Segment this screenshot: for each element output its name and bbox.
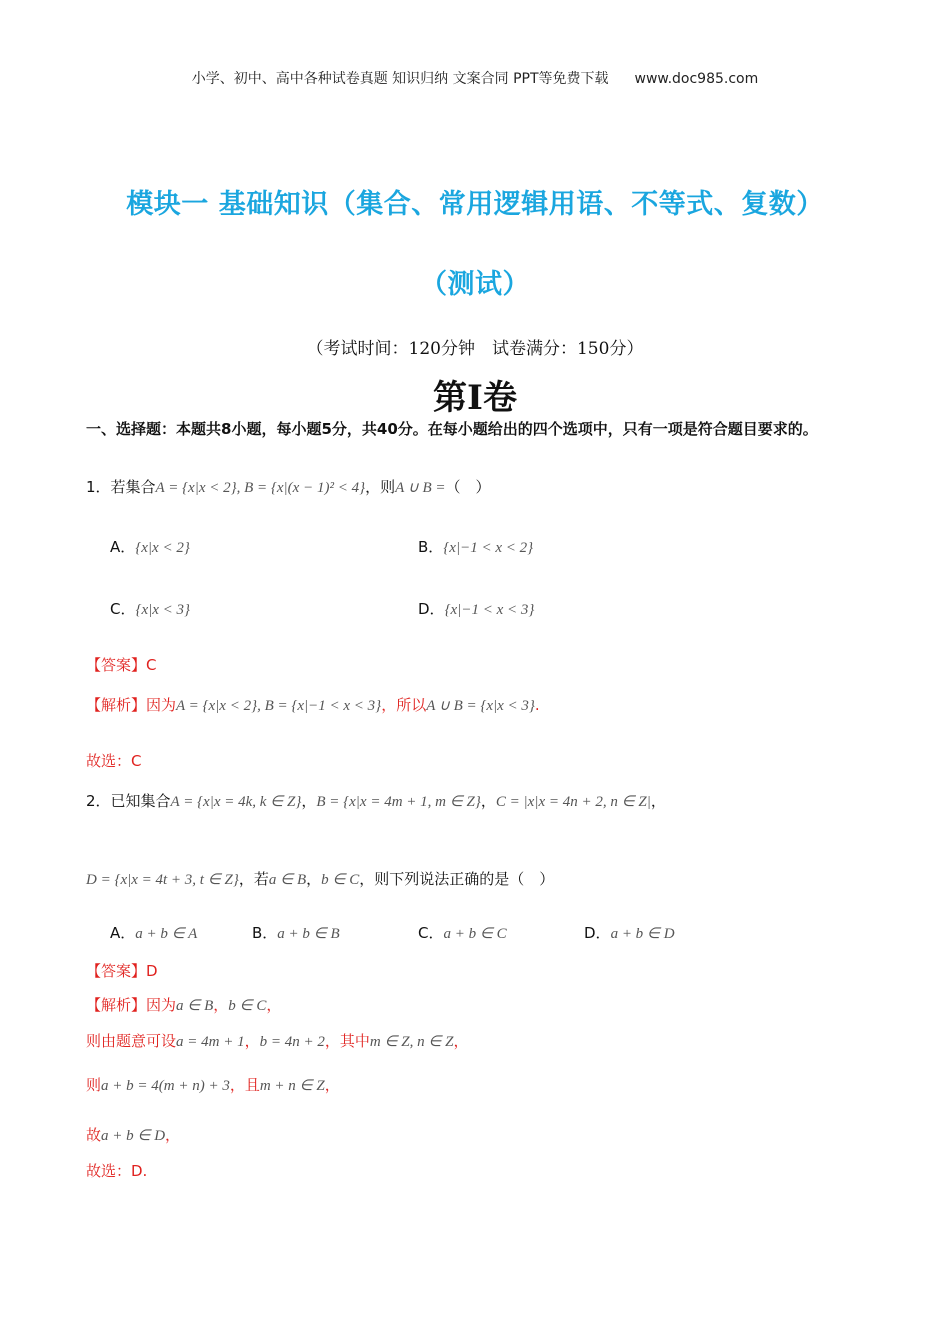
q1-stem-post: （ ） — [445, 478, 491, 496]
q2-option-c-math: a + b ∈ C — [443, 926, 507, 942]
q2-set-b: B = {x|x = 4m + 1, m ∈ Z} — [316, 794, 481, 810]
q2-option-d-math: a + b ∈ D — [610, 926, 675, 942]
q1-option-b-label: B． — [418, 538, 444, 556]
q1-analysis-math2: A ∪ B = {x|x < 3} — [426, 698, 535, 714]
q1-option-c[interactable] — [110, 598, 190, 619]
q1-option-d-label: D． — [418, 600, 445, 618]
q1-analysis-end: . — [534, 696, 540, 714]
q2-analysis-line4 — [86, 1124, 180, 1145]
q1-option-c-label: C． — [110, 600, 136, 618]
q1-option-d[interactable] — [418, 598, 534, 619]
header-url: www.doc985.com — [634, 71, 759, 87]
q2-eq1: a = 4m + 1 — [176, 1034, 245, 1050]
q2-line2-comma: ， — [244, 1032, 260, 1050]
q2-answer: 【答案】D — [86, 962, 158, 980]
q2-analysis-tag: 【解析】因为 — [86, 996, 177, 1014]
q2-eq4: a + b = 4(m + n) + 3 — [101, 1078, 230, 1094]
section-heading: 一、选择题：本题共8小题，每小题5分，共40分。在每小题给出的四个选项中，只有一项是符合题目要求的。 — [86, 420, 818, 438]
q2-option-b[interactable] — [252, 922, 340, 943]
q2-line3-pre: 则 — [86, 1076, 102, 1094]
q1-stem — [86, 476, 491, 497]
q2-comma-2: ， — [480, 792, 496, 810]
q2-eq2: b = 4n + 2 — [259, 1034, 325, 1050]
q1-stem-mid: ，则 — [365, 478, 396, 496]
q2-option-a-math: a + b ∈ A — [135, 926, 198, 942]
q1-stem-pre: 1．若集合 — [86, 478, 156, 496]
page-title: 模块一 基础知识（集合、常用逻辑用语、不等式、复数） — [126, 189, 824, 220]
q1-option-a[interactable] — [110, 536, 190, 557]
q2-analysis-line1 — [86, 994, 281, 1015]
q1-analysis — [86, 694, 540, 715]
q2-cond-post: ，则下列说法正确的是（ ） — [359, 870, 555, 888]
q2-option-b-math: a + b ∈ B — [277, 926, 340, 942]
q2-option-c-label: C． — [418, 924, 444, 942]
q2-line4-comma: ， — [165, 1126, 181, 1144]
q2-option-a[interactable] — [110, 922, 197, 943]
q2-option-d-label: D． — [584, 924, 611, 942]
q1-stem-math2: A ∪ B = — [395, 480, 446, 496]
q2-eq3: m ∈ Z, n ∈ Z — [369, 1034, 454, 1050]
q2-stem-pre: 2．已知集合 — [86, 792, 171, 810]
q2-set-a: A = {x|x = 4k, k ∈ Z} — [170, 794, 302, 810]
q2-option-a-label: A． — [110, 924, 136, 942]
q2-line2-mid: ，其中 — [324, 1032, 370, 1050]
page-header — [0, 68, 950, 88]
q2-eq6: a + b ∈ D — [101, 1128, 166, 1144]
q2-line2-pre: 则由题意可设 — [86, 1032, 177, 1050]
q1-option-d-math: {x|−1 < x < 3} — [444, 602, 535, 618]
q2-line4-pre: 故 — [86, 1126, 102, 1144]
volume-title: 第Ⅰ卷 — [433, 378, 517, 418]
q2-choose: 故选：D. — [86, 1162, 148, 1180]
q1-answer: 【答案】C — [86, 656, 157, 674]
q2-comma-4: ， — [306, 870, 322, 888]
q2-cond-2: b ∈ C — [321, 872, 360, 888]
q2-stem-line1 — [86, 790, 666, 811]
q1-choose: 故选：C — [86, 752, 142, 770]
q2-eq5: m + n ∈ Z — [259, 1078, 325, 1094]
q2-comma-3: ， — [650, 792, 666, 810]
q1-option-b[interactable] — [418, 536, 533, 557]
q1-option-a-math: {x|x < 2} — [135, 540, 190, 556]
q1-analysis-tag: 【解析】因为 — [86, 696, 177, 714]
q2-line2-comma-end: ， — [453, 1032, 469, 1050]
q1-stem-math: A = {x|x < 2}, B = {x|(x − 1)² < 4} — [155, 480, 366, 496]
q1-analysis-math: A = {x|x < 2}, B = {x|−1 < x < 3} — [176, 698, 382, 714]
q2-analysis-line3 — [86, 1074, 340, 1095]
q2-set-d: D = {x|x = 4t + 3, t ∈ Z} — [86, 872, 239, 888]
header-text: 小学、初中、高中各种试卷真题 知识归纳 文案合同 PPT等免费下载 — [191, 71, 609, 87]
q2-option-d[interactable] — [584, 922, 675, 943]
q2-option-c[interactable] — [418, 922, 507, 943]
q2-comma-1: ， — [301, 792, 317, 810]
q2-analysis-a1: a ∈ B — [176, 998, 214, 1014]
q2-cond-pre: ，若 — [238, 870, 269, 888]
q2-line3-comma: ， — [324, 1076, 340, 1094]
q2-option-b-label: B． — [252, 924, 278, 942]
q2-stem-line2 — [86, 868, 554, 889]
q1-option-b-math: {x|−1 < x < 2} — [443, 540, 534, 556]
q2-analysis-comma-2: ， — [266, 996, 282, 1014]
q2-cond-1: a ∈ B — [268, 872, 307, 888]
q2-analysis-line2 — [86, 1030, 469, 1051]
exam-meta: （考试时间：120分钟 试卷满分：150分） — [306, 339, 644, 359]
page-subtitle: （测试） — [420, 269, 530, 300]
q2-analysis-comma-1: ， — [213, 996, 229, 1014]
q2-set-c: C = |x|x = 4n + 2, n ∈ Z| — [495, 794, 651, 810]
q1-analysis-mid: ，所以 — [381, 696, 427, 714]
q1-option-c-math: {x|x < 3} — [135, 602, 191, 618]
q2-line3-mid: ，且 — [229, 1076, 260, 1094]
q1-option-a-label: A． — [110, 538, 136, 556]
q2-analysis-a2: b ∈ C — [228, 998, 267, 1014]
